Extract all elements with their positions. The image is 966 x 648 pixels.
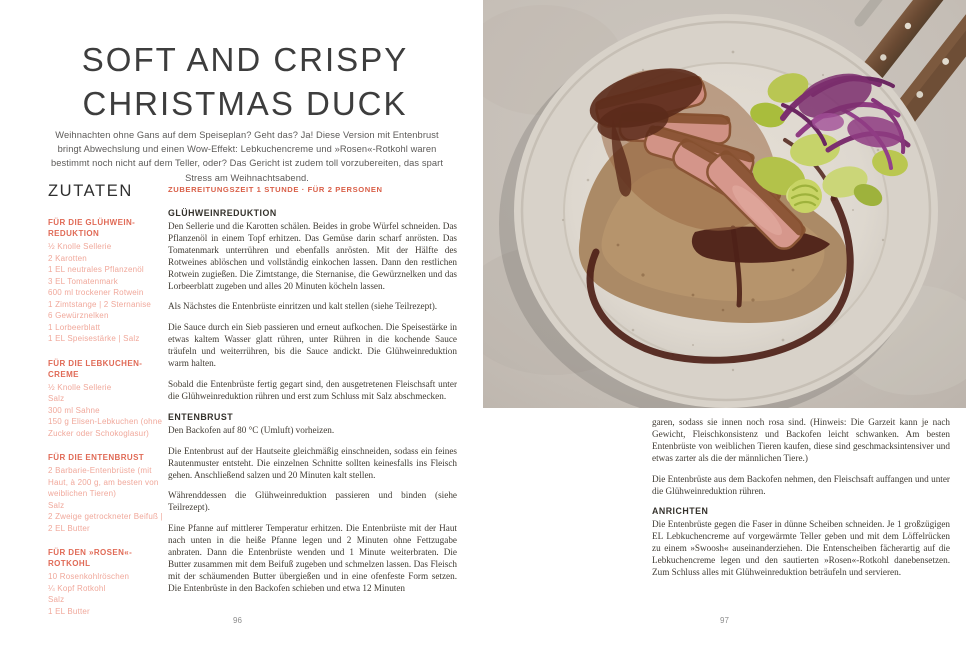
ingredient-item: 1 Lorbeerblatt	[48, 322, 101, 332]
ingredient-group-title: FÜR DIE GLÜHWEIN-REDUKTION	[48, 218, 136, 238]
ingredient-group-title: FÜR DIE ENTENBRUST	[48, 453, 145, 462]
instruction-paragraph: Eine Pfanne auf mittlerer Temperatur erhitzen. Die Entenbrüste mit der Haut nach unten in die heiße Pfanne legen und 2 Minuten ohne Fettzugabe anbraten. Dann die Entenbrüste wenden und 1 Minute weiterbraten. Die Butter zusammen mit dem Beifuß zugeben und schmelzen lassen. Das Fleisch mit der schäumenden Butter übergießen und in eine ofenfeste Form setzen. Die Entenbrüste in den Backofen schieben und etwa 12 Minuten	[168, 523, 457, 593]
ingredient-item: ¼ Kopf Rotkohl	[48, 583, 106, 593]
ingredient-item: Salz	[48, 394, 65, 403]
instruction-paragraph: Die Entenbrüste gegen die Faser in dünne Scheiben schneiden. Je 1 großzügigen EL Lebkuchencreme auf vorgewärmte Teller geben und mit dem Löffelrücken zu einem »Swoosh« auseinanderziehen. Die Entenscheiben fächerartig auf die Lebkuchencreme legen und den sautierten »Rosen«-Rotkohl danebensetzen. Zum Schluss alles mit Glühweinreduktion beträufeln und servieren.	[652, 519, 950, 578]
instruction-paragraph: Den Sellerie und die Karotten schälen. Beides in grobe Würfel schneiden. Das Pflanzenöl in einem Topf erhitzen. Das Gemüse darin scharf anrösten. Das Tomatenmark unterrühren und ebenfalls anrösten. Mit der Hälfte des Rotweines ablöschen und vollständig einkochen lassen. Dann den restlichen Rotwein zugießen. Die Zimtstange, die Sternanise, die Gewürznelken und das Lorbeerblatt zugeben und alles 20 Minuten köcheln lassen.	[168, 221, 457, 291]
instructions-column-right	[652, 417, 950, 588]
ingredient-group-rotkohl	[48, 547, 169, 617]
dish-photo-svg	[483, 0, 966, 408]
section-heading-entenbrust: ENTENBRUST	[168, 411, 234, 422]
instructions-column	[168, 185, 457, 604]
instruction-paragraph: Den Backofen auf 80 °C (Umluft) vorheizen.	[168, 424, 335, 435]
intro-text: Weihnachten ohne Gans auf dem Speiseplan? Geht das? Ja! Diese Version mit Entenbrust bringt Abwechslung und einen Wow-Effekt: Lebkuchencreme und »Rosen«-Rotkohl waren bestimmt noch nicht auf dem Teller, oder? Das Gericht ist zudem toll vorzubereiten, das spart Stress am Weihnachtsabend.	[50, 130, 444, 183]
instruction-paragraph: Die Sauce durch ein Sieb passieren und erneut aufkochen. Die Speisestärke in etwas kaltem Wasser glatt rühren, unter Rühren in die kochende Sauce träufeln und weiterrühren, bis die Sauce andickt. Die Glühweinreduktion warm halten.	[168, 322, 457, 369]
recipe-title-line2: CHRISTMAS DUCK	[82, 85, 408, 122]
ingredient-item: ½ Knolle Sellerie	[48, 382, 112, 392]
prep-meta: ZUBEREITUNGSZEIT 1 STUNDE · FÜR 2 PERSONEN	[168, 185, 383, 194]
ingredient-item: 300 ml Sahne	[48, 405, 100, 415]
section-heading-gluehweinreduktion: GLÜHWEINREDUKTION	[168, 208, 277, 218]
ingredient-group-entenbrust	[48, 452, 169, 534]
ingredient-item: 1 EL Speisestärke | Salz	[48, 334, 140, 343]
ingredient-item: 2 Zweige getrockneter Beifuß | 2 EL Butter	[48, 512, 163, 533]
page-number-left: 96	[233, 616, 242, 625]
instruction-paragraph: Als Nächstes die Entenbrüste einritzen und kalt stellen (siehe Teilrezept).	[168, 301, 438, 312]
ingredient-item: 3 EL Tomatenmark	[48, 276, 118, 286]
ingredient-item: 10 Rosenkohlröschen	[48, 572, 130, 581]
instruction-paragraph: Die Entenbrust auf der Hautseite gleichmäßig einschneiden, sodass ein feines Rautenmuster entsteht. Die einzelnen Schnitte sollten keinesfalls ins Fleisch gehen. Anschließend salzen und 20 Minuten kalt stellen.	[168, 445, 457, 480]
instruction-paragraph: Die Entenbrüste aus dem Backofen nehmen, den Fleischsaft auffangen und unter die Glühweinreduktion rühren.	[652, 473, 950, 496]
ingredient-group-gluehwein	[48, 217, 169, 345]
ingredient-group-lebkuchencreme	[48, 358, 169, 440]
ingredients-column	[48, 217, 169, 630]
ingredient-item: 2 Barbarie-Entenbrüste (mit Haut, à 200 g, am besten von weiblichen Tieren)	[48, 466, 159, 498]
ingredient-item: 6 Gewürznelken	[48, 311, 109, 320]
ingredient-item: 1 Zimtstange | 2 Sternanise	[48, 299, 152, 309]
recipe-title	[40, 38, 450, 126]
section-heading-anrichten: ANRICHTEN	[652, 506, 709, 517]
instruction-paragraph: garen, sodass sie innen noch rosa sind. (Hinweis: Die Garzeit kann je nach Gewicht, Fleischkonsistenz und Backofen leicht schwanken. Am besten Entenbrüste von weiblichen Tieren kaufen, diese sind geschmacksintensiver und etwas zarter als die der männlichen Tiere.)	[652, 417, 950, 463]
ingredient-group-title: FÜR DEN »ROSEN«-ROTKOHL	[48, 548, 133, 568]
ingredient-group-title: FÜR DIE LEBKUCHEN-CREME	[48, 358, 143, 379]
instruction-paragraph: Sobald die Entenbrüste fertig gegart sind, den ausgetretenen Fleischsaft unter die Glühweinreduktion rühren und erst zum Schluss mit Salz abschmecken.	[168, 378, 457, 401]
zutaten-heading: ZUTATEN	[48, 182, 133, 200]
dish-photo	[483, 0, 966, 408]
ingredient-item: ½ Knolle Sellerie	[48, 242, 112, 251]
ingredient-item: Salz	[48, 595, 65, 604]
ingredient-item: 2 Karotten	[48, 253, 87, 263]
page-number-right: 97	[720, 616, 729, 625]
ingredient-item: Salz	[48, 500, 65, 510]
ingredient-item: 150 g Elisen-Lebkuchen (ohne Zucker oder Schokoglasur)	[48, 417, 163, 438]
recipe-title-line1: SOFT AND CRISPY	[81, 41, 409, 78]
ingredient-item: 1 EL neutrales Pflanzenöl	[48, 265, 144, 274]
ingredient-item: 600 ml trockener Rotwein	[48, 288, 144, 297]
ingredient-item: 1 EL Butter	[48, 606, 90, 616]
instruction-paragraph: Währenddessen die Glühweinreduktion passieren und binden (siehe Teilrezept).	[168, 490, 457, 513]
